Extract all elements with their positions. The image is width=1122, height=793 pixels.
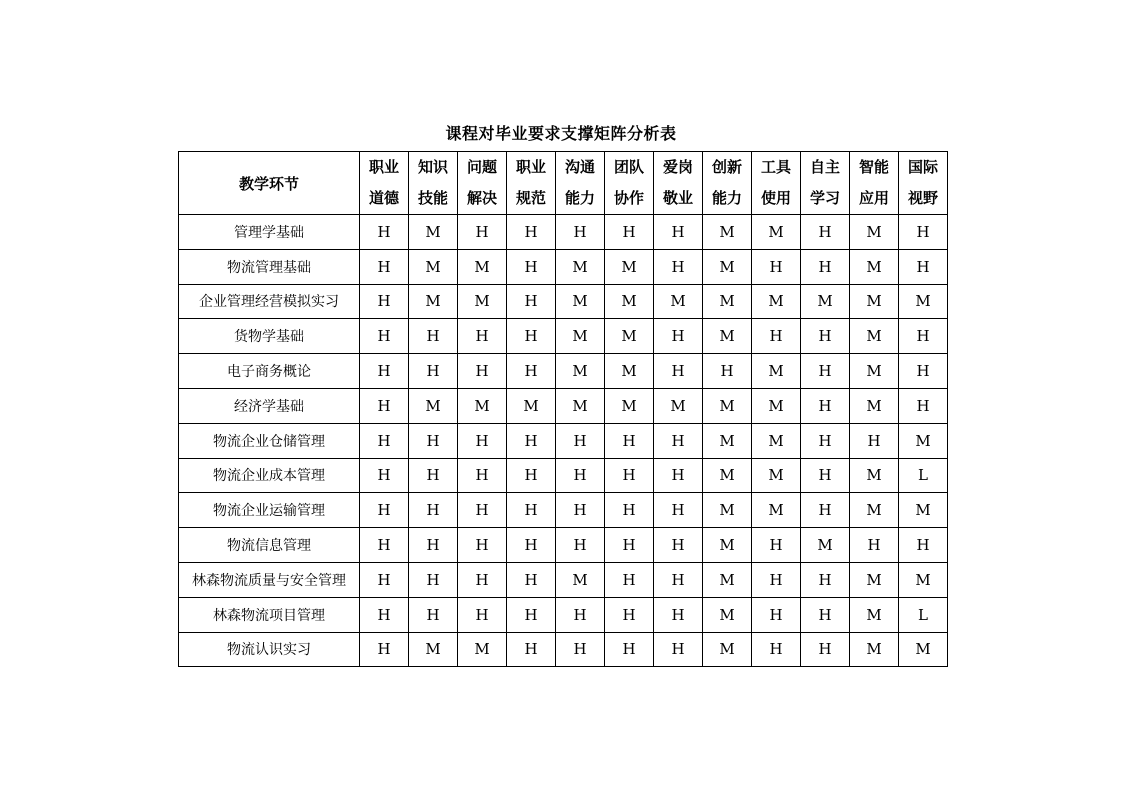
support-level-cell: M <box>850 354 899 389</box>
support-level-cell: H <box>801 354 850 389</box>
criterion-header <box>899 152 948 215</box>
support-level-cell: H <box>507 528 556 563</box>
support-level-cell: H <box>801 562 850 597</box>
support-level-cell: M <box>409 632 458 667</box>
support-level-cell: M <box>850 562 899 597</box>
support-level-cell: M <box>458 632 507 667</box>
support-level-cell: M <box>850 284 899 319</box>
support-level-cell: H <box>801 597 850 632</box>
support-level-cell: M <box>752 423 801 458</box>
table-row <box>179 632 948 667</box>
support-level-cell: H <box>360 319 409 354</box>
matrix-body <box>179 215 948 667</box>
support-level-cell: H <box>801 215 850 250</box>
support-level-cell: M <box>899 632 948 667</box>
support-level-cell: M <box>703 249 752 284</box>
support-level-cell: H <box>360 528 409 563</box>
support-level-cell: H <box>458 319 507 354</box>
support-level-cell: H <box>458 597 507 632</box>
criterion-header <box>360 152 409 215</box>
support-level-cell: M <box>703 458 752 493</box>
support-level-cell: H <box>458 528 507 563</box>
support-level-cell: M <box>703 493 752 528</box>
criterion-header-line2: 使用 <box>760 189 791 207</box>
support-level-cell: H <box>850 528 899 563</box>
support-level-cell: H <box>654 354 703 389</box>
support-level-cell: H <box>605 215 654 250</box>
support-level-cell: H <box>556 632 605 667</box>
course-name-cell: 物流企业仓储管理 <box>179 423 360 458</box>
support-level-cell: H <box>458 458 507 493</box>
support-level-cell: H <box>507 632 556 667</box>
support-level-cell: M <box>556 249 605 284</box>
support-level-cell: M <box>899 423 948 458</box>
criterion-header-line2: 道德 <box>368 189 399 207</box>
criterion-header-line2: 规范 <box>515 189 546 207</box>
support-level-cell: H <box>556 493 605 528</box>
support-level-cell: M <box>703 632 752 667</box>
support-level-cell: H <box>899 249 948 284</box>
support-level-cell: H <box>556 215 605 250</box>
support-level-cell: H <box>556 528 605 563</box>
support-level-cell: M <box>801 528 850 563</box>
support-level-cell: H <box>654 249 703 284</box>
course-name-cell: 管理学基础 <box>179 215 360 250</box>
course-name-cell: 物流企业成本管理 <box>179 458 360 493</box>
support-level-cell: H <box>360 249 409 284</box>
criterion-header-line2: 学习 <box>809 189 840 207</box>
criterion-header-line1: 知识 <box>417 158 448 176</box>
support-level-cell: H <box>507 319 556 354</box>
support-level-cell: H <box>360 354 409 389</box>
table-row <box>179 388 948 423</box>
table-row <box>179 249 948 284</box>
support-level-cell: H <box>801 388 850 423</box>
support-level-cell: H <box>801 249 850 284</box>
support-level-cell: H <box>654 319 703 354</box>
support-level-cell: M <box>752 215 801 250</box>
criterion-header-line2: 能力 <box>564 189 595 207</box>
support-level-cell: H <box>507 249 556 284</box>
criterion-header <box>458 152 507 215</box>
table-row <box>179 528 948 563</box>
support-level-cell: H <box>556 458 605 493</box>
support-level-cell: H <box>507 493 556 528</box>
support-level-cell: H <box>801 632 850 667</box>
support-level-cell: H <box>752 319 801 354</box>
criterion-header-line2: 技能 <box>417 189 448 207</box>
support-level-cell: H <box>360 493 409 528</box>
support-level-cell: M <box>850 215 899 250</box>
support-level-cell: H <box>360 284 409 319</box>
document-title: 课程对毕业要求支撑矩阵分析表 <box>445 124 677 143</box>
criterion-header-line2: 能力 <box>711 189 742 207</box>
support-level-cell: M <box>752 458 801 493</box>
support-level-cell: H <box>605 632 654 667</box>
table-row <box>179 562 948 597</box>
support-level-cell: M <box>409 215 458 250</box>
course-name-cell: 物流认识实习 <box>179 632 360 667</box>
criterion-header <box>703 152 752 215</box>
support-level-cell: H <box>752 632 801 667</box>
course-name-cell: 物流信息管理 <box>179 528 360 563</box>
support-level-cell: H <box>360 215 409 250</box>
support-level-cell: H <box>507 423 556 458</box>
course-name-cell: 企业管理经营模拟实习 <box>179 284 360 319</box>
support-level-cell: H <box>409 354 458 389</box>
support-level-cell: M <box>703 562 752 597</box>
support-level-cell: H <box>899 528 948 563</box>
support-level-cell: M <box>850 632 899 667</box>
support-level-cell: M <box>556 284 605 319</box>
support-level-cell: M <box>899 284 948 319</box>
support-level-cell: H <box>605 597 654 632</box>
table-row <box>179 423 948 458</box>
support-level-cell: H <box>458 354 507 389</box>
criterion-header-line1: 职业 <box>515 158 546 176</box>
support-level-cell: H <box>556 597 605 632</box>
support-level-cell: M <box>556 354 605 389</box>
support-level-cell: M <box>409 284 458 319</box>
support-level-cell: M <box>605 249 654 284</box>
criterion-header <box>654 152 703 215</box>
support-level-cell: M <box>605 319 654 354</box>
support-level-cell: H <box>899 215 948 250</box>
support-level-cell: M <box>752 388 801 423</box>
support-level-cell: M <box>703 597 752 632</box>
support-level-cell: M <box>899 493 948 528</box>
support-matrix-table <box>178 151 948 667</box>
table-row <box>179 354 948 389</box>
support-level-cell: H <box>360 388 409 423</box>
support-level-cell: H <box>605 493 654 528</box>
support-level-cell: H <box>654 458 703 493</box>
criterion-header-line1: 爱岗 <box>662 158 693 176</box>
support-level-cell: H <box>458 493 507 528</box>
criterion-header <box>801 152 850 215</box>
support-level-cell: H <box>409 597 458 632</box>
support-level-cell: H <box>605 423 654 458</box>
support-level-cell: H <box>801 493 850 528</box>
support-level-cell: M <box>801 284 850 319</box>
support-level-cell: H <box>752 528 801 563</box>
support-level-cell: H <box>507 562 556 597</box>
support-level-cell: H <box>409 458 458 493</box>
support-level-cell: M <box>703 215 752 250</box>
support-level-cell: M <box>850 319 899 354</box>
table-row <box>179 597 948 632</box>
course-name-cell: 物流企业运输管理 <box>179 493 360 528</box>
support-level-cell: H <box>801 458 850 493</box>
support-level-cell: M <box>458 284 507 319</box>
support-level-cell: M <box>605 388 654 423</box>
support-level-cell: H <box>360 632 409 667</box>
table-row <box>179 284 948 319</box>
criterion-header-line1: 创新 <box>711 158 742 176</box>
criterion-header <box>752 152 801 215</box>
support-level-cell: H <box>507 215 556 250</box>
support-level-cell: M <box>458 249 507 284</box>
support-level-cell: H <box>752 597 801 632</box>
support-level-cell: H <box>458 562 507 597</box>
criterion-header-line1: 自主 <box>809 158 840 176</box>
support-level-cell: M <box>703 528 752 563</box>
criterion-header-line1: 问题 <box>466 158 497 176</box>
table-row <box>179 319 948 354</box>
support-level-cell: H <box>458 423 507 458</box>
support-level-cell: L <box>899 458 948 493</box>
course-name-cell: 货物学基础 <box>179 319 360 354</box>
support-level-cell: H <box>899 319 948 354</box>
support-level-cell: M <box>507 388 556 423</box>
table-row <box>179 458 948 493</box>
support-level-cell: H <box>507 284 556 319</box>
support-level-cell: H <box>409 423 458 458</box>
support-level-cell: H <box>899 354 948 389</box>
support-level-cell: M <box>458 388 507 423</box>
support-level-cell: H <box>654 632 703 667</box>
criterion-header-line1: 职业 <box>368 158 399 176</box>
criterion-header-line1: 国际 <box>907 158 938 176</box>
support-level-cell: M <box>850 493 899 528</box>
support-level-cell: H <box>507 354 556 389</box>
criterion-header <box>556 152 605 215</box>
support-level-cell: H <box>654 423 703 458</box>
support-level-cell: M <box>556 319 605 354</box>
support-level-cell: H <box>654 562 703 597</box>
criterion-header-line1: 团队 <box>613 158 644 176</box>
criterion-header <box>850 152 899 215</box>
support-level-cell: M <box>703 388 752 423</box>
criterion-header <box>409 152 458 215</box>
support-level-cell: M <box>850 388 899 423</box>
support-level-cell: M <box>605 284 654 319</box>
support-level-cell: M <box>850 597 899 632</box>
support-level-cell: H <box>703 354 752 389</box>
support-level-cell: M <box>654 388 703 423</box>
support-level-cell: H <box>409 493 458 528</box>
support-level-cell: H <box>409 562 458 597</box>
support-level-cell: H <box>752 249 801 284</box>
course-name-cell: 林森物流质量与安全管理 <box>179 562 360 597</box>
support-level-cell: H <box>801 423 850 458</box>
table-row <box>179 215 948 250</box>
course-name-cell: 物流管理基础 <box>179 249 360 284</box>
support-level-cell: M <box>556 562 605 597</box>
table-row <box>179 493 948 528</box>
support-level-cell: H <box>654 493 703 528</box>
support-level-cell: H <box>654 215 703 250</box>
support-level-cell: M <box>409 388 458 423</box>
support-level-cell: M <box>899 562 948 597</box>
support-level-cell: M <box>605 354 654 389</box>
criterion-header-line2: 协作 <box>613 189 644 207</box>
criterion-header-line2: 敬业 <box>662 189 693 207</box>
support-level-cell: H <box>458 215 507 250</box>
support-level-cell: M <box>850 458 899 493</box>
support-level-cell: H <box>654 597 703 632</box>
criterion-header <box>507 152 556 215</box>
support-level-cell: L <box>899 597 948 632</box>
support-level-cell: H <box>360 562 409 597</box>
support-level-cell: M <box>556 388 605 423</box>
support-level-cell: H <box>850 423 899 458</box>
course-name-cell: 林森物流项目管理 <box>179 597 360 632</box>
support-level-cell: H <box>556 423 605 458</box>
support-level-cell: H <box>899 388 948 423</box>
support-level-cell: M <box>703 319 752 354</box>
header-row <box>179 152 948 215</box>
criterion-header-line1: 工具 <box>760 158 791 176</box>
criterion-header-line1: 智能 <box>858 158 889 176</box>
support-level-cell: H <box>605 528 654 563</box>
support-level-cell: H <box>605 458 654 493</box>
criterion-header-line1: 沟通 <box>564 158 595 176</box>
support-level-cell: H <box>409 528 458 563</box>
support-level-cell: M <box>703 423 752 458</box>
support-level-cell: H <box>360 597 409 632</box>
support-level-cell: H <box>360 458 409 493</box>
criterion-header-line2: 应用 <box>858 189 889 207</box>
support-level-cell: M <box>752 284 801 319</box>
support-level-cell: H <box>654 528 703 563</box>
criterion-header-line2: 视野 <box>907 189 938 207</box>
support-level-cell: H <box>605 562 654 597</box>
support-level-cell: H <box>507 458 556 493</box>
column-header-teaching-link: 教学环节 <box>179 152 360 215</box>
support-level-cell: M <box>752 493 801 528</box>
support-level-cell: M <box>703 284 752 319</box>
support-level-cell: H <box>801 319 850 354</box>
criterion-header <box>605 152 654 215</box>
course-name-cell: 电子商务概论 <box>179 354 360 389</box>
support-level-cell: H <box>507 597 556 632</box>
support-level-cell: H <box>752 562 801 597</box>
criterion-header-line2: 解决 <box>466 189 497 207</box>
support-level-cell: M <box>850 249 899 284</box>
support-level-cell: H <box>360 423 409 458</box>
support-level-cell: H <box>409 319 458 354</box>
support-level-cell: M <box>654 284 703 319</box>
support-level-cell: M <box>752 354 801 389</box>
course-name-cell: 经济学基础 <box>179 388 360 423</box>
support-level-cell: M <box>409 249 458 284</box>
